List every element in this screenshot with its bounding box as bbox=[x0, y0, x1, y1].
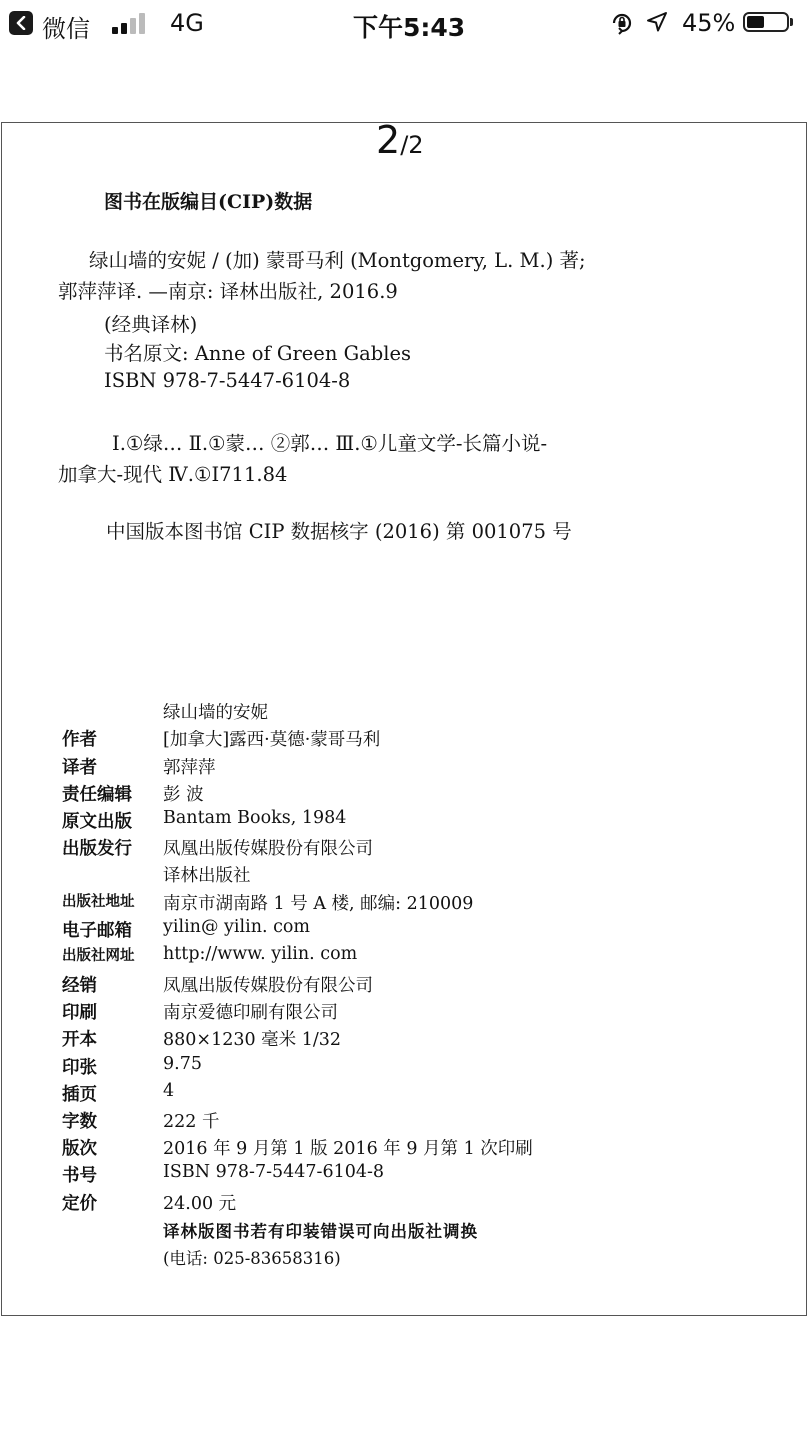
colophon-value: 郭萍萍 bbox=[163, 758, 216, 778]
colophon-value: 凤凰出版传媒股份有限公司 bbox=[163, 976, 373, 996]
colophon-row bbox=[62, 1081, 622, 1105]
cip-line: 中国版本图书馆 CIP 数据核字 (2016) 第 001075 号 bbox=[106, 520, 572, 543]
cip-line: 郭萍萍译. —南京: 译林出版社, 2016.9 bbox=[58, 280, 398, 303]
colophon-label: 版次 bbox=[62, 1139, 97, 1159]
colophon-value: 南京市湖南路 1 号 A 楼, 邮编: 210009 bbox=[163, 894, 474, 914]
colophon-label: 印刷 bbox=[62, 1003, 97, 1023]
battery-icon bbox=[743, 12, 789, 32]
colophon-row bbox=[62, 944, 622, 968]
colophon-label: 原文出版 bbox=[62, 812, 132, 832]
colophon-value: 9.75 bbox=[163, 1054, 202, 1074]
colophon-value: Bantam Books, 1984 bbox=[163, 808, 347, 828]
back-chevron-icon[interactable] bbox=[9, 11, 33, 35]
colophon-label: 出版发行 bbox=[62, 839, 132, 859]
clock: 下午5:43 bbox=[353, 13, 466, 42]
battery-tip bbox=[790, 18, 793, 26]
colophon-label: 书号 bbox=[62, 1166, 97, 1186]
colophon-value: 彭 波 bbox=[163, 785, 204, 805]
colophon-value: 南京爱德印刷有限公司 bbox=[163, 1003, 338, 1023]
orientation-lock-icon bbox=[610, 11, 634, 39]
cip-line: 绿山墙的安妮 / (加) 蒙哥马利 (Montgomery, L. M.) 著; bbox=[89, 249, 586, 272]
colophon-label: 出版社网址 bbox=[62, 948, 135, 964]
colophon-row bbox=[62, 835, 622, 859]
colophon-value: 绿山墙的安妮 bbox=[163, 703, 268, 723]
page-total: /2 bbox=[400, 131, 424, 159]
colophon-row bbox=[62, 754, 622, 778]
back-app-label[interactable]: 微信 bbox=[42, 15, 90, 43]
colophon-row bbox=[62, 1108, 622, 1132]
colophon-row bbox=[62, 972, 622, 996]
colophon-label: 插页 bbox=[62, 1085, 97, 1105]
colophon-row bbox=[62, 1054, 622, 1078]
colophon-label: 责任编辑 bbox=[62, 785, 132, 805]
colophon-value: 880×1230 毫米 1/32 bbox=[163, 1030, 342, 1050]
cip-line: ISBN 978-7-5447-6104-8 bbox=[104, 369, 351, 392]
cip-line: 书名原文: Anne of Green Gables bbox=[104, 342, 412, 365]
cip-line: Ⅰ.①绿… Ⅱ.①蒙… ②郭… Ⅲ.①儿童文学-长篇小说- bbox=[112, 432, 548, 455]
colophon-row bbox=[62, 781, 622, 805]
cip-line: 加拿大-现代 Ⅳ.①I711.84 bbox=[58, 463, 288, 486]
status-bar bbox=[0, 0, 810, 46]
colophon-row bbox=[62, 808, 622, 832]
signal-icon bbox=[112, 12, 150, 34]
location-arrow-icon bbox=[646, 11, 668, 37]
colophon-row bbox=[62, 999, 622, 1023]
colophon-value: 凤凰出版传媒股份有限公司 bbox=[163, 839, 373, 859]
cip-line: (经典译林) bbox=[104, 313, 198, 336]
colophon-row bbox=[62, 1190, 622, 1214]
page-number: 2 bbox=[376, 118, 401, 162]
colophon-label: 译者 bbox=[62, 758, 97, 778]
colophon-label: 印张 bbox=[62, 1058, 97, 1078]
colophon-value: 2016 年 9 月第 1 版 2016 年 9 月第 1 次印刷 bbox=[163, 1139, 533, 1159]
colophon-row bbox=[62, 890, 622, 914]
colophon-row bbox=[62, 917, 622, 941]
colophon-label: 经销 bbox=[62, 976, 97, 996]
cip-title: 图书在版编目(CIP)数据 bbox=[104, 191, 313, 213]
colophon-phone: (电话: 025-83658316) bbox=[163, 1249, 341, 1268]
battery-percent: 45% bbox=[682, 9, 736, 37]
colophon-label: 定价 bbox=[62, 1194, 97, 1214]
colophon-label: 电子邮箱 bbox=[62, 921, 132, 941]
colophon-label: 作者 bbox=[62, 730, 97, 750]
colophon-value: yilin@ yilin. com bbox=[163, 917, 311, 937]
network-type: 4G bbox=[170, 9, 204, 37]
colophon-row bbox=[62, 1135, 622, 1159]
colophon-value: 222 千 bbox=[163, 1112, 220, 1132]
colophon-label: 出版社地址 bbox=[62, 894, 135, 910]
page-indicator bbox=[376, 118, 424, 162]
colophon-label: 字数 bbox=[62, 1112, 97, 1132]
colophon-value: 24.00 元 bbox=[163, 1194, 237, 1214]
battery-level-fill bbox=[747, 16, 764, 28]
colophon-row bbox=[62, 862, 622, 886]
colophon-row bbox=[62, 1162, 622, 1186]
colophon-value: 译林出版社 bbox=[163, 866, 251, 886]
colophon-row bbox=[62, 1026, 622, 1050]
colophon-value: [加拿大]露西·莫德·蒙哥马利 bbox=[163, 730, 381, 750]
colophon-label: 开本 bbox=[62, 1030, 97, 1050]
colophon-value: ISBN 978-7-5447-6104-8 bbox=[163, 1162, 385, 1182]
colophon-row bbox=[62, 699, 622, 723]
colophon-value: http://www. yilin. com bbox=[163, 944, 358, 964]
colophon-row bbox=[62, 726, 622, 750]
colophon-note: 译林版图书若有印装错误可向出版社调换 bbox=[163, 1222, 478, 1241]
colophon-value: 4 bbox=[163, 1081, 175, 1101]
